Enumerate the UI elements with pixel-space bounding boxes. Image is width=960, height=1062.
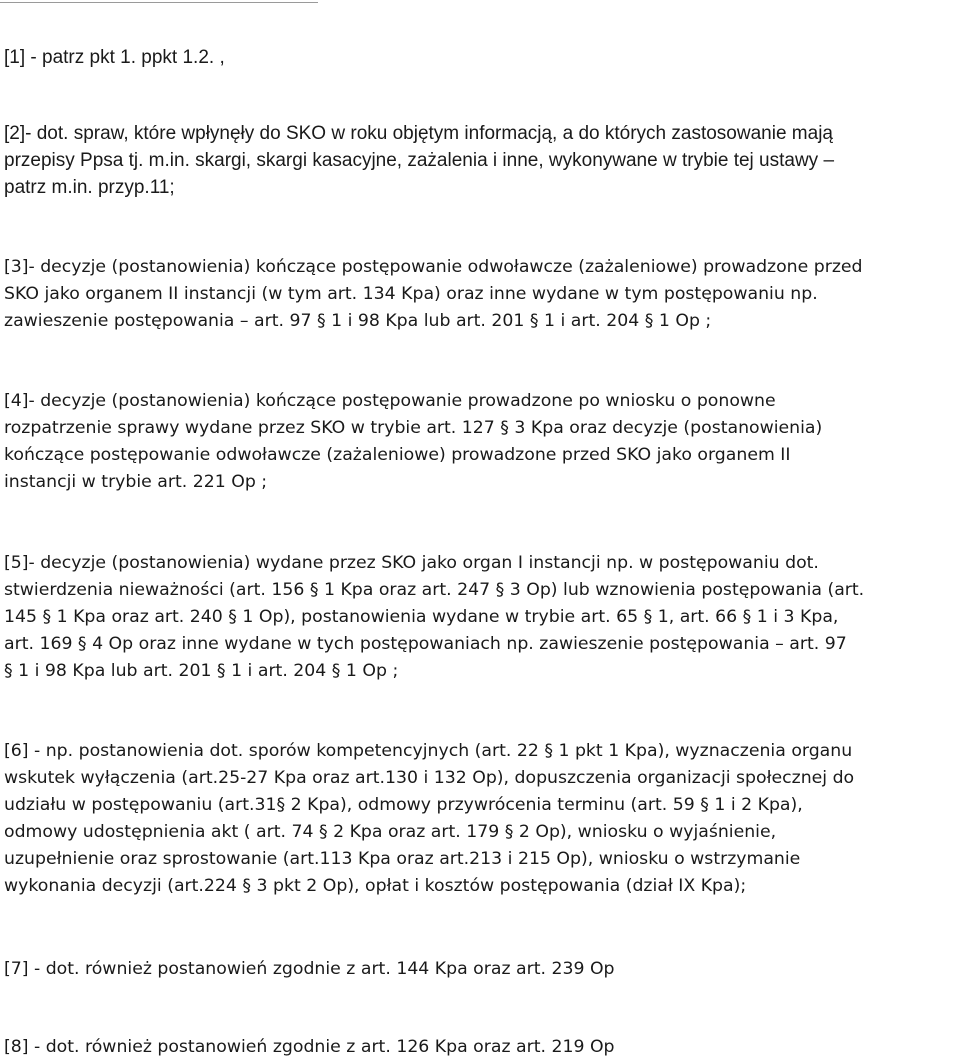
footnote-line: [7] - dot. również postanowień zgodnie z art. 144 Kpa oraz art. 239 Op — [4, 959, 615, 979]
footnote-line: wskutek wyłączenia (art.25-27 Kpa oraz art.130 i 132 Op), dopuszczenia organizacji społecznej do — [4, 768, 855, 788]
footnote-line: § 1 i 98 Kpa lub art. 201 § 1 i art. 204 § 1 Op ; — [4, 661, 399, 681]
footnote-line: zawieszenie postępowania – art. 97 § 1 i 98 Kpa lub art. 201 § 1 i art. 204 § 1 Op ; — [4, 311, 712, 331]
footnote-line: [5]- decyzje (postanowienia) wydane przez SKO jako organ I instancji np. w postępowaniu dot. — [4, 553, 819, 573]
footnote-6 — [4, 738, 854, 900]
footnote-line: art. 169 § 4 Op oraz inne wydane w tych postępowaniach np. zawieszenie postępowania – art. 97 — [4, 634, 847, 654]
footnote-line: [1] - patrz pkt 1. ppkt 1.2. , — [4, 47, 225, 68]
footnote-line: rozpatrzenie sprawy wydane przez SKO w trybie art. 127 § 3 Kpa oraz decyzje (postanowienia) — [4, 418, 823, 438]
footnote-line: [3]- decyzje (postanowienia) kończące postępowanie odwoławcze (zażaleniowe) prowadzone przed — [4, 257, 863, 277]
footnote-line: stwierdzenia nieważności (art. 156 § 1 Kpa oraz art. 247 § 3 Op) lub wznowienia postępowania (art. — [4, 580, 865, 600]
footnote-line: 145 § 1 Kpa oraz art. 240 § 1 Op), postanowienia wydane w trybie art. 65 § 1, art. 66 § 1 i 3 Kpa, — [4, 607, 839, 627]
footnote-5 — [4, 550, 864, 685]
footnote-line: patrz m.in. przyp.11; — [4, 177, 175, 198]
footnote-line: [8] - dot. również postanowień zgodnie z art. 126 Kpa oraz art. 219 Op — [4, 1037, 615, 1057]
footnote-line: wykonania decyzji (art.224 § 3 pkt 2 Op), opłat i kosztów postępowania (dział IX Kpa); — [4, 876, 747, 896]
footnote-line: udziału w postępowaniu (art.31§ 2 Kpa), odmowy przywrócenia terminu (art. 59 § 1 i 2 Kpa), — [4, 795, 803, 815]
footnote-line: przepisy Ppsa tj. m.in. skargi, skargi kasacyjne, zażalenia i inne, wykonywane w trybie tej ustawy – — [4, 150, 835, 171]
footnote-7 — [4, 956, 615, 983]
footnote-4 — [4, 388, 822, 496]
footnote-line: [6] - np. postanowienia dot. sporów kompetencyjnych (art. 22 § 1 pkt 1 Kpa), wyznaczenia organu — [4, 741, 853, 761]
footnote-line: kończące postępowanie odwoławcze (zażaleniowe) prowadzone przed SKO jako organem II — [4, 445, 791, 465]
footnote-line: [4]- decyzje (postanowienia) kończące postępowanie prowadzone po wniosku o ponowne — [4, 391, 776, 411]
footnote-line: SKO jako organem II instancji (w tym art. 134 Kpa) oraz inne wydane w tym postępowaniu np. — [4, 284, 818, 304]
footnote-line: uzupełnienie oraz sprostowanie (art.113 Kpa oraz art.213 i 215 Op), wniosku o wstrzymanie — [4, 849, 801, 869]
footnote-line: instancji w trybie art. 221 Op ; — [4, 472, 268, 492]
footnote-8 — [4, 1034, 615, 1061]
footnote-2 — [4, 120, 834, 201]
footnote-1 — [4, 44, 225, 71]
footnote-3 — [4, 254, 863, 335]
footnote-line: odmowy udostępnienia akt ( art. 74 § 2 Kpa oraz art. 179 § 2 Op), wniosku o wyjaśnienie, — [4, 822, 777, 842]
footnote-line: [2]- dot. spraw, które wpłynęły do SKO w roku objętym informacją, a do których zastosowanie mają — [4, 123, 833, 144]
footnote-separator — [0, 2, 318, 3]
